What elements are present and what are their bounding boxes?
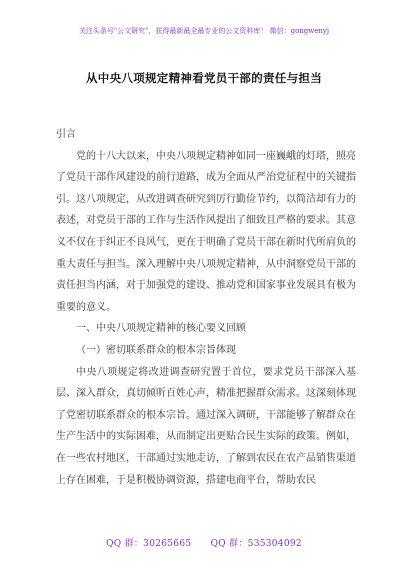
qq-group-1: QQ 群：30265665	[106, 539, 192, 549]
body-paragraph-2: 中央八项规定将改进调查研究置于首位，要求党员干部深入基层、深入群众，真切倾听百姓心声，精准把握群众需求。这深刻体现了党密切联系群众的根本宗旨。通过深入调研，干部能够了解群众在生产生活中的实际困难，从而制定出更贴合民生实际的政策。例如，在一些农村地区，干部通过实地走访，了解到农民在农产品销售渠道上存在困难，于是积极协调资源，搭建电商平台，帮助农民	[56, 366, 356, 486]
document-title: 从中央八项规定精神看党员干部的责任与担当	[86, 71, 322, 85]
document-body	[56, 124, 356, 491]
intro-heading	[56, 124, 356, 146]
intro-heading-text: 引言	[56, 129, 76, 140]
section-heading-1: 一、中央八项规定精神的核心要义回顾	[76, 323, 246, 335]
bottom-banner	[0, 536, 408, 549]
subsection-heading-1: （一）密切联系群众的根本宗旨体现	[76, 344, 236, 356]
intro-paragraph: 党的十八大以来，中央八项规定精神如同一座巍峨的灯塔，照亮了党员干部作风建设的前行道路，成为全面从严治党征程中的关键指引。这八项规定，从改进调查研究到厉行勤俭节约，以简洁却有力的表述，对党员干部的工作与生活作风提出了细致且严格的要求。其意义不仅在于纠正不良风气，更在于明确了党员干部在新时代所肩负的重大责任与担当。深入理解中央八项规定精神，从中洞察党员干部的责任担当内涵，对于加强党的建设、推动党和国家事业发展具有极为重要的意义。	[56, 150, 356, 313]
top-banner: 关注头条号"公文研究"，获得最新最全最专业的公文资料库！ 微信：gongwenyj	[78, 27, 330, 35]
qq-group-2: QQ 群：535304092	[210, 539, 302, 549]
